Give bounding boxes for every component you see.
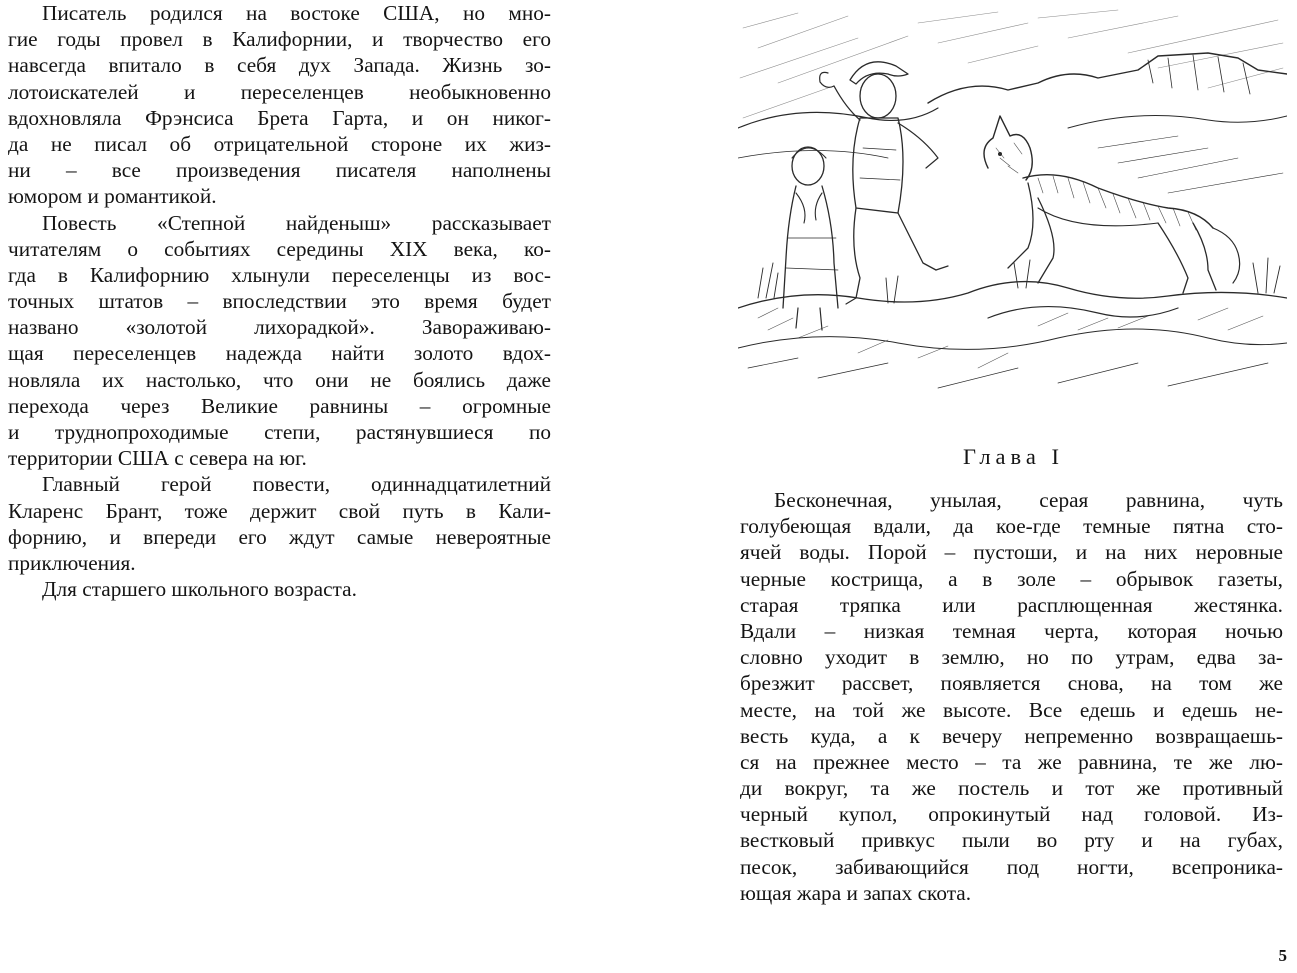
text-line: ди вокруг, та же постель и тот же противный bbox=[740, 776, 1283, 801]
text-line: ячей воды. Порой – пустоши, и на них неровные bbox=[740, 540, 1283, 565]
text-line: лотоискателей и переселенцев необыкновенно bbox=[8, 79, 551, 104]
text-line: названо «золотой лихорадкой». Завораживаю- bbox=[8, 315, 551, 340]
text-line: и труднопроходимые степи, растянувшиеся по bbox=[8, 420, 551, 444]
text-line: щая переселенцев надежда найти золото вдох- bbox=[8, 341, 551, 366]
text-line: старая тряпка или расплющенная жестянка. bbox=[740, 592, 1283, 617]
text-line: песок, забивающийся под ногти, всепроника- bbox=[740, 854, 1283, 879]
text-line: месте, на той же высоте. Все едешь и едешь не- bbox=[740, 697, 1283, 722]
text-line: гда в Калифорнию хлынули переселенцы из вос- bbox=[8, 262, 551, 287]
text-line: точных штатов – впоследствии это время будет bbox=[8, 289, 551, 314]
text-line: перехода через Великие равнины – огромные bbox=[8, 393, 551, 418]
text-line: территории США с севера на юг. bbox=[8, 446, 307, 471]
page-number: 5 bbox=[1278, 946, 1287, 965]
text-line: читателям о событиях середины XIX века, ко- bbox=[8, 236, 551, 261]
text-line: черные кострища, а в золе – обрывок газеты, bbox=[740, 566, 1283, 591]
text-line: вдохновляла Фрэнсиса Брета Гарта, и он никог- bbox=[8, 105, 551, 130]
right-page bbox=[730, 0, 1297, 973]
text-line: Для старшего школьного возраста. bbox=[42, 577, 357, 602]
text-line: юмором и романтикой. bbox=[8, 184, 217, 209]
left-page-text bbox=[8, 0, 551, 602]
text-line: ни – все произведения писателя наполнены bbox=[8, 158, 551, 183]
text-line: приключения. bbox=[8, 550, 136, 575]
text-line: Бесконечная, унылая, серая равнина, чуть bbox=[774, 488, 1283, 512]
text-line: черный купол, опрокинутый над головой. Из- bbox=[740, 802, 1283, 827]
text-line: ся на прежнее место – та же равнина, те же лю- bbox=[740, 749, 1283, 774]
text-line: словно уходит в землю, но по утрам, едва за- bbox=[740, 645, 1283, 670]
text-line: форнию, и впереди его ждут самые невероятные bbox=[8, 524, 551, 549]
text-line: ющая жара и запах скота. bbox=[740, 880, 972, 905]
text-line: Кларенс Брант, тоже держит свой путь в Кали- bbox=[8, 498, 551, 523]
text-line: новляла их настолько, что они не боялись даже bbox=[8, 367, 551, 392]
text-line: Главный герой повести, одиннадцатилетний bbox=[42, 472, 551, 497]
chapter-title: Глава I bbox=[963, 444, 1064, 469]
text-line: Вдали – низкая темная черта, которая ночью bbox=[740, 618, 1283, 643]
text-line: брезжит рассвет, появляется снова, на том же bbox=[740, 671, 1283, 696]
chapter-illustration bbox=[738, 8, 1287, 398]
text-line: гие годы провел в Калифорнии, и творчество его bbox=[8, 27, 551, 52]
text-line: Повесть «Степной найденыш» рассказывает bbox=[42, 210, 551, 235]
left-page bbox=[0, 0, 560, 973]
illustration-drawing bbox=[738, 8, 1287, 398]
text-line: весть куда, а к вечеру непременно возвращаешь- bbox=[740, 723, 1283, 748]
text-line: навсегда впитало в себя дух Запада. Жизнь зо- bbox=[8, 53, 551, 78]
text-line: да не писал об отрицательной стороне их жиз- bbox=[8, 131, 551, 156]
text-line: вестковый привкус пыли во рту и на губах, bbox=[740, 828, 1283, 853]
right-page-text bbox=[740, 487, 1283, 906]
text-line: голубеющая вдали, да кое-где темные пятна сто- bbox=[740, 514, 1283, 539]
text-line: Писатель родился на востоке США, но мно- bbox=[42, 1, 551, 25]
